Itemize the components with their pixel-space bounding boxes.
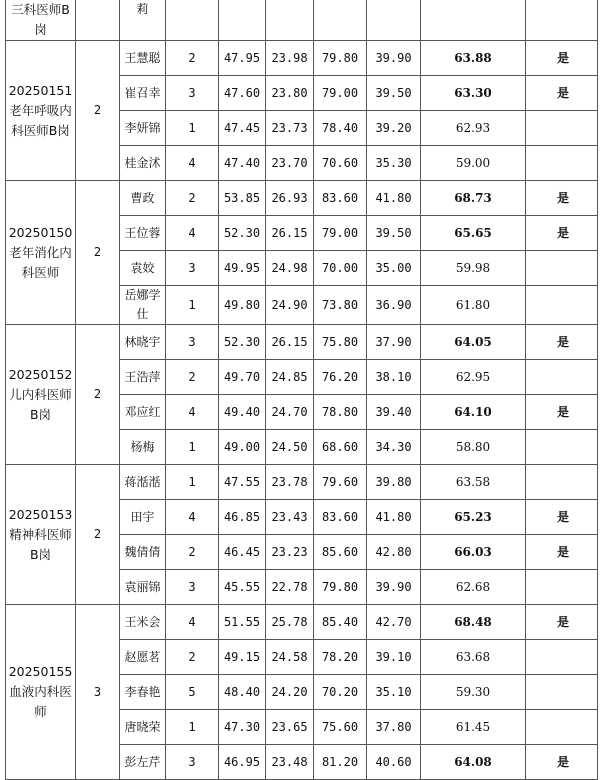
draw-cell: 1 — [166, 710, 219, 745]
pass-cell — [526, 251, 598, 286]
interview-cell: 73.80 — [314, 286, 367, 325]
i_half-cell: 35.30 — [367, 146, 421, 181]
i_half-cell: 39.90 — [367, 570, 421, 605]
i_half-cell: 39.20 — [367, 111, 421, 146]
written-cell: 45.55 — [219, 570, 266, 605]
pass-cell — [526, 430, 598, 465]
w_half-cell: 23.43 — [266, 500, 314, 535]
written-cell: 47.60 — [219, 76, 266, 111]
w_half-cell: 23.70 — [266, 146, 314, 181]
w_half-cell: 24.58 — [266, 640, 314, 675]
quota-cell: 2 — [76, 41, 120, 181]
draw-cell: 2 — [166, 640, 219, 675]
total-cell: 58.80 — [421, 430, 526, 465]
interview-cell: 70.60 — [314, 146, 367, 181]
quota-cell: 2 — [76, 181, 120, 325]
written-cell: 49.95 — [219, 251, 266, 286]
w_half-cell: 23.73 — [266, 111, 314, 146]
written-cell: 47.95 — [219, 41, 266, 76]
total-cell: 62.68 — [421, 570, 526, 605]
pass-cell: 是 — [526, 216, 598, 251]
name-cell: 王浩萍 — [120, 360, 166, 395]
i_half-cell: 39.10 — [367, 640, 421, 675]
position-cell: 20250152 儿内科医师B岗 — [6, 325, 76, 465]
written-cell: 46.95 — [219, 745, 266, 780]
total-cell: 68.73 — [421, 181, 526, 216]
i_half-cell: 41.80 — [367, 181, 421, 216]
table-row — [6, 181, 598, 216]
draw-cell: 3 — [166, 76, 219, 111]
name-cell: 曹政 — [120, 181, 166, 216]
written-cell: 46.85 — [219, 500, 266, 535]
interview-cell: 85.40 — [314, 605, 367, 640]
interview-cell: 83.60 — [314, 500, 367, 535]
total-cell: 63.58 — [421, 465, 526, 500]
w_half-cell: 26.15 — [266, 325, 314, 360]
position-cell: 20250151 老年呼吸内科医师B岗 — [6, 41, 76, 181]
name-cell: 李春艳 — [120, 675, 166, 710]
draw-cell: 3 — [166, 570, 219, 605]
w_half-cell: 24.70 — [266, 395, 314, 430]
interview-cell: 83.60 — [314, 181, 367, 216]
w_half-cell: 24.90 — [266, 286, 314, 325]
results-table — [5, 0, 598, 780]
name-cell: 崔召幸 — [120, 76, 166, 111]
name-cell: 岳娜学仕 — [120, 286, 166, 325]
interview-cell: 78.40 — [314, 111, 367, 146]
total-cell: 64.08 — [421, 745, 526, 780]
w_half-cell: 23.65 — [266, 710, 314, 745]
w_half-cell: 23.78 — [266, 465, 314, 500]
w_half-cell: 23.98 — [266, 41, 314, 76]
total-cell: 64.10 — [421, 395, 526, 430]
written-cell: 47.30 — [219, 710, 266, 745]
total-cell: 61.45 — [421, 710, 526, 745]
i_half-cell: 34.30 — [367, 430, 421, 465]
quota-cell: 3 — [76, 605, 120, 780]
w_half-cell: 26.93 — [266, 181, 314, 216]
w_half-cell: 26.15 — [266, 216, 314, 251]
name-cell: 王米会 — [120, 605, 166, 640]
pass-cell — [526, 465, 598, 500]
total-cell: 59.30 — [421, 675, 526, 710]
w_half-cell: 24.85 — [266, 360, 314, 395]
written-cell: 48.40 — [219, 675, 266, 710]
quota-cell: 2 — [76, 465, 120, 605]
name-cell: 王慧聪 — [120, 41, 166, 76]
draw-cell: 4 — [166, 500, 219, 535]
draw-cell: 4 — [166, 605, 219, 640]
draw-cell: 5 — [166, 675, 219, 710]
name-cell: 莉 — [120, 0, 166, 41]
interview-cell: 79.00 — [314, 216, 367, 251]
written-cell: 52.30 — [219, 325, 266, 360]
interview-cell: 78.80 — [314, 395, 367, 430]
i_half-cell: 40.60 — [367, 745, 421, 780]
draw-cell: 4 — [166, 146, 219, 181]
interview-cell: 70.20 — [314, 675, 367, 710]
pass-cell: 是 — [526, 395, 598, 430]
draw-cell: 2 — [166, 360, 219, 395]
name-cell: 田宇 — [120, 500, 166, 535]
name-cell: 蒋湉湉 — [120, 465, 166, 500]
draw-cell: 2 — [166, 41, 219, 76]
draw-cell: 1 — [166, 430, 219, 465]
w_half-cell: 24.50 — [266, 430, 314, 465]
draw-cell: 3 — [166, 325, 219, 360]
written-cell: 49.80 — [219, 286, 266, 325]
interview-cell: 68.60 — [314, 430, 367, 465]
name-cell: 邓应红 — [120, 395, 166, 430]
w_half-cell: 24.98 — [266, 251, 314, 286]
pass-cell: 是 — [526, 535, 598, 570]
total-cell: 65.23 — [421, 500, 526, 535]
written-cell: 49.15 — [219, 640, 266, 675]
w_half-cell: 23.48 — [266, 745, 314, 780]
interview-cell: 79.00 — [314, 76, 367, 111]
interview-cell: 79.80 — [314, 41, 367, 76]
total-cell: 59.00 — [421, 146, 526, 181]
pass-cell — [526, 111, 598, 146]
name-cell: 杨梅 — [120, 430, 166, 465]
i_half-cell: 39.50 — [367, 76, 421, 111]
draw-cell: 4 — [166, 216, 219, 251]
interview-cell: 76.20 — [314, 360, 367, 395]
pass-cell: 是 — [526, 181, 598, 216]
i_half-cell: 37.80 — [367, 710, 421, 745]
position-cell: 20250153 精神科医师B岗 — [6, 465, 76, 605]
interview-cell: 70.00 — [314, 251, 367, 286]
pass-cell — [526, 286, 598, 325]
i_half-cell: 42.80 — [367, 535, 421, 570]
pass-cell: 是 — [526, 41, 598, 76]
name-cell: 袁丽锦 — [120, 570, 166, 605]
written-cell: 51.55 — [219, 605, 266, 640]
i_half-cell: 39.90 — [367, 41, 421, 76]
pass-cell — [526, 640, 598, 675]
w_half-cell: 22.78 — [266, 570, 314, 605]
interview-cell: 78.20 — [314, 640, 367, 675]
written-cell: 47.40 — [219, 146, 266, 181]
interview-cell: 79.60 — [314, 465, 367, 500]
pass-cell: 是 — [526, 745, 598, 780]
total-cell: 63.68 — [421, 640, 526, 675]
name-cell: 李妍锦 — [120, 111, 166, 146]
written-cell: 49.70 — [219, 360, 266, 395]
name-cell: 袁姣 — [120, 251, 166, 286]
draw-cell: 1 — [166, 111, 219, 146]
total-cell: 63.88 — [421, 41, 526, 76]
i_half-cell: 35.10 — [367, 675, 421, 710]
i_half-cell: 41.80 — [367, 500, 421, 535]
quota-cell: 2 — [76, 325, 120, 465]
name-cell: 桂金沭 — [120, 146, 166, 181]
total-cell: 59.98 — [421, 251, 526, 286]
position-cell: 20250155 血液内科医师 — [6, 605, 76, 780]
table-row — [6, 605, 598, 640]
i_half-cell: 39.50 — [367, 216, 421, 251]
total-cell: 65.65 — [421, 216, 526, 251]
i_half-cell: 38.10 — [367, 360, 421, 395]
pass-cell: 是 — [526, 500, 598, 535]
pass-cell — [526, 360, 598, 395]
draw-cell: 3 — [166, 251, 219, 286]
pass-cell: 是 — [526, 605, 598, 640]
name-cell: 王位蓉 — [120, 216, 166, 251]
total-cell: 63.30 — [421, 76, 526, 111]
position-cell: 20250150 老年消化内科医师 — [6, 181, 76, 325]
i_half-cell: 35.00 — [367, 251, 421, 286]
interview-cell: 75.60 — [314, 710, 367, 745]
i_half-cell: 39.40 — [367, 395, 421, 430]
w_half-cell: 24.20 — [266, 675, 314, 710]
i_half-cell: 36.90 — [367, 286, 421, 325]
written-cell: 52.30 — [219, 216, 266, 251]
total-cell: 62.95 — [421, 360, 526, 395]
written-cell: 53.85 — [219, 181, 266, 216]
interview-cell: 79.80 — [314, 570, 367, 605]
w_half-cell: 23.80 — [266, 76, 314, 111]
i_half-cell: 42.70 — [367, 605, 421, 640]
written-cell: 49.00 — [219, 430, 266, 465]
pass-cell — [526, 710, 598, 745]
total-cell: 62.93 — [421, 111, 526, 146]
written-cell: 47.55 — [219, 465, 266, 500]
pass-cell — [526, 570, 598, 605]
name-cell: 彭左芹 — [120, 745, 166, 780]
written-cell: 49.40 — [219, 395, 266, 430]
total-cell: 68.48 — [421, 605, 526, 640]
draw-cell: 4 — [166, 395, 219, 430]
draw-cell: 2 — [166, 535, 219, 570]
pass-cell: 是 — [526, 76, 598, 111]
name-cell: 赵愿茗 — [120, 640, 166, 675]
position-cell: 三科医师B岗 — [6, 0, 76, 41]
total-cell: 66.03 — [421, 535, 526, 570]
name-cell: 唐晓荣 — [120, 710, 166, 745]
written-cell: 47.45 — [219, 111, 266, 146]
i_half-cell: 39.80 — [367, 465, 421, 500]
total-cell: 64.05 — [421, 325, 526, 360]
table-row — [6, 41, 598, 76]
i_half-cell: 37.90 — [367, 325, 421, 360]
interview-cell: 75.80 — [314, 325, 367, 360]
pass-cell: 是 — [526, 325, 598, 360]
name-cell: 林晓宇 — [120, 325, 166, 360]
draw-cell: 3 — [166, 745, 219, 780]
pass-cell — [526, 146, 598, 181]
interview-cell: 81.20 — [314, 745, 367, 780]
table-row — [6, 465, 598, 500]
table-row — [6, 0, 598, 41]
draw-cell: 1 — [166, 286, 219, 325]
draw-cell: 1 — [166, 465, 219, 500]
w_half-cell: 23.23 — [266, 535, 314, 570]
table-row — [6, 325, 598, 360]
pass-cell — [526, 675, 598, 710]
name-cell: 魏倩倩 — [120, 535, 166, 570]
draw-cell: 2 — [166, 181, 219, 216]
interview-cell: 85.60 — [314, 535, 367, 570]
total-cell: 61.80 — [421, 286, 526, 325]
w_half-cell: 25.78 — [266, 605, 314, 640]
written-cell: 46.45 — [219, 535, 266, 570]
